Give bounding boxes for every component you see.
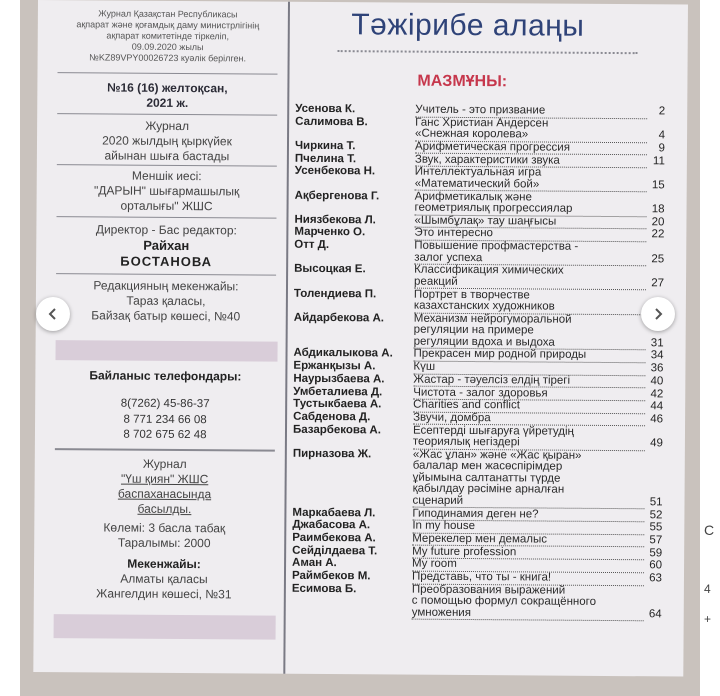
phone-list [55,396,275,444]
director-block [56,222,276,271]
registration-note [58,8,278,65]
toc-page-number: 36 [650,362,664,375]
owner-block [57,168,277,215]
carousel-photo [20,0,700,696]
director-label: Директор - Бас редактор: [95,222,237,238]
toc-author [295,104,413,116]
toc-page-number: 57 [649,534,663,547]
next-slide-button[interactable] [641,297,675,331]
toc-author [294,264,412,276]
section-title: Тәжірибе алаңы [351,8,585,43]
address-line: Байзақ батыр көшесі, №40 [91,308,241,324]
toc-entry [293,424,663,450]
toc-title-line: залог успеха [414,251,483,264]
chevron-right-icon [651,307,665,321]
owner-line: "ДАРЫН" шығармашылық [93,183,240,199]
toc-page-number: 44 [650,400,664,413]
toc-title-line: Представь, что ты - книга! [411,570,552,584]
address-line: Тараз қаласы, [126,293,206,309]
toc-title-line: қабылдау рәсіміне арналған [412,482,565,496]
toc-author-line: Ақбергенова Г. [294,189,380,202]
toc-entry [295,166,665,192]
toc-page-number: 60 [649,559,663,572]
toc-title [414,265,646,291]
print-house-block [54,456,274,518]
toc-author-line: Ниязбекова Л. [294,213,376,227]
toc-author [294,240,412,252]
toc-title-line: «Шымбұлақ» тау шаңғысы [414,214,557,228]
toc-author-line: Маркабаева Л. [292,506,376,519]
toc-author [293,412,411,424]
toc-author-line: Ержанқызы А. [293,359,376,373]
toc-title-line: теориялық негіздері [412,435,520,449]
toc-title-line: Классификация химических [414,263,564,277]
toc-page-number: 49 [650,437,663,450]
phone-number: 8 702 675 62 48 [123,428,207,442]
founded-note [57,118,277,165]
toc-title-line: Арифметическая прогрессия [414,140,570,154]
toc-page-number: 42 [650,387,664,400]
registration-line: Журнал Қазақстан Республикасы [98,8,238,20]
toc-title [413,425,645,451]
toc-author-line: Чиркина Т. [294,139,356,153]
issue-line: №16 (16) желтоқсан, [107,80,228,96]
toc-author [292,507,410,519]
toc-author [294,227,412,239]
toc-author-line: Толендиева П. [293,287,377,300]
toc-page-number: 15 [651,179,665,192]
toc-author [294,312,412,324]
toc-title [412,584,644,621]
toc-author-line: Наурызбаева А. [293,372,385,386]
toc-entry [294,288,664,314]
toc-title [414,313,646,350]
toc-page-number: 34 [650,349,664,362]
print-stats [54,520,274,552]
toc-author-line: Аман А. [292,557,337,570]
toc-page-number: 55 [649,521,663,534]
toc-title-line: Преобразования выражений [411,583,566,597]
divider-line [56,216,276,219]
toc-author [292,533,410,545]
decorative-bar [55,340,277,362]
toc-title-line: Арифметикалық және [414,190,532,203]
toc-title-line: балалар мен жасөспірімдер [412,459,563,473]
toc-author-line: Высоцкая Е. [294,263,366,276]
print-address-line: Алматы қаласы [120,571,208,587]
phone-number: 8(7262) 45-86-37 [120,397,210,411]
toc-title-line: In my house [412,519,476,533]
toc-page-number: 46 [650,413,664,426]
toc-author [295,190,413,202]
toc-title-line: Charities and conflict [413,398,520,412]
director-name: Райхан [143,237,190,254]
chevron-left-icon [46,307,60,321]
toc-author [292,583,410,595]
toc-title-line: My room [412,557,457,571]
toc-title-line: Звучи, домбра [413,411,491,425]
toc-page-number: 9 [658,142,666,155]
toc-title-line: Мерекелер мен демалыс [412,532,548,546]
toc-author [293,449,411,461]
volume-text: Көлемі: 3 басла табақ [103,520,226,536]
toc-entry [292,583,662,620]
toc-entry [294,227,664,241]
toc-author-line: Сабденова Д. [293,410,371,424]
toc-title-line: Гиподинамия деген не? [412,507,539,521]
toc-author [293,374,411,386]
toc-title-line: регуляции на примере [413,323,534,337]
toc-author [295,116,413,128]
divider-line [56,273,276,276]
toc-title-line: Ганс Христиан Андерсен [415,116,549,130]
toc-page-number: 4 [658,129,666,142]
toc-entry [292,449,662,509]
toc-title [414,289,646,315]
toc-page-number: 40 [650,375,664,388]
toc-author [293,399,411,411]
toc-title-line: «Жас ұлан» және «Жас қыран» [412,448,582,462]
toc-author-line: Усенбекова Н. [294,165,376,178]
sidebar-glyph: 4 [704,582,711,596]
toc-page-number: 25 [651,252,665,265]
toc-author-line: Джабасова А. [292,518,371,532]
toc-title-line: Учитель - это призвание [415,103,546,117]
toc-author [292,545,410,557]
toc-page-number: 2 [658,105,666,118]
registration-line: №KZ89VPY00026723 куәлік берілген. [89,52,247,64]
toc-title-line: Это интересно [414,227,494,240]
toc-entry [295,190,665,216]
phone-number: 8 771 234 66 08 [123,413,207,426]
director-surname: БОСТАНОВА [120,253,213,270]
toc-page-number: 31 [650,336,664,350]
toc-title-line: Прекрасен мир родной природы [413,348,587,362]
toc-entry [295,116,665,142]
toc-author [292,571,410,583]
toc-author [294,214,412,226]
toc-title-line: реакций [414,275,458,288]
print-house-line: баспаханасында [117,486,212,502]
toc-title [414,241,646,267]
divider-line [57,113,277,116]
toc-author [292,520,410,532]
registration-line: ақпарат комитетінде тіркеліп, [106,30,230,42]
column-divider [283,2,290,674]
toc-author-line: Пирназова Ж. [292,447,372,461]
toc-author-line: Раймбеков М. [291,569,371,583]
previous-slide-button[interactable] [36,297,70,331]
toc-title-line: с помощью формул сокращённого [411,594,597,609]
toc-title-line: Жастар - тәуелсіз елдің тірегі [413,373,571,387]
toc-author [295,153,413,165]
toc-author [294,288,412,300]
toc-title-line: ұйымына салтанатты түрде [412,471,561,485]
toc-page-number: 63 [649,572,663,585]
magazine-page [33,0,688,677]
toc-author [295,166,413,178]
print-house-line: басылды. [137,501,192,517]
print-address-label: Мекенжайы: [127,556,201,572]
toc-title-line: My future profession [412,545,517,558]
toc-title [415,167,647,193]
toc-page-number: 11 [652,154,665,167]
print-address-line: Жангелдин көшесі, №31 [96,586,232,602]
toc-title-line: умножения [411,606,472,619]
toc-author-line: Умбеталиева Д. [293,385,383,398]
toc-page-number: 20 [651,215,665,229]
toc-author-line: Усенова К. [295,102,356,116]
toc-title-line: Интеллектуальная игра [414,165,542,179]
toc-author-line: Тустыкбаева А. [293,397,382,411]
address-label: Редакцияның мекенжайы: [93,278,239,294]
toc-title-line: Механизм нейрогуморальной [413,312,572,326]
registration-line: ақпарат және қоғамдық даму министрлігінің [76,19,260,31]
toc-page-number: 18 [651,203,665,216]
phones-label: Байланыс телефондары: [89,368,242,384]
toc-author [293,348,411,360]
toc-page-number: 64 [648,607,662,621]
toc-title [415,191,647,217]
toc-author [292,558,410,570]
toc-title-line: регуляции вдоха и выдоха [413,335,555,349]
issue-line: 2021 ж. [146,95,189,111]
toc-page-number: 52 [649,508,663,521]
title-underline [338,50,638,54]
toc-page-number: 22 [651,228,665,241]
circulation-text: Таралымы: 2000 [117,535,211,551]
toc-entry [294,264,664,290]
issue-number [57,80,277,112]
sidebar-glyph: + [704,612,712,626]
divider-line [55,448,275,452]
toc-author-line: Раимбекова А. [292,531,376,545]
founded-line: 2020 жылдың қыркүйек [102,133,232,149]
founded-line: Журнал [145,118,190,134]
owner-label: Меншік иесі: [131,168,202,184]
divider-line [57,164,277,167]
print-address-block [54,556,274,603]
founded-line: айынан шыға бастады [104,148,230,164]
toc-title-line: «Математический бой» [414,177,540,191]
toc-title-line: сценарий [412,494,464,507]
sidebar-glyph: C [704,522,715,538]
toc-title-line: Есептерді шығаруға үйретудің [412,424,574,438]
toc-author-line: Марченко О. [294,226,366,239]
toc-title-line: казахстанских художников [413,299,555,313]
toc-author [293,386,411,398]
table-of-contents [291,102,675,621]
toc-author-line: Салимова В. [295,115,368,128]
print-house-line: "Үш қиян" ЖШС [120,471,209,487]
toc-author [293,361,411,373]
toc-entry [294,240,664,266]
toc-title-line: Портрет в творчестве [413,288,530,301]
editorial-address [56,278,276,325]
contents-label: МАЗМҰНЫ: [417,72,508,91]
toc-page-number: 59 [649,546,663,559]
toc-title-line: геометриялық прогрессиялар [414,201,573,215]
toc-author-line: Пчелина Т. [294,152,357,165]
toc-page-number: 27 [651,277,665,290]
toc-author-line: Отт Д. [294,238,330,252]
toc-entry [292,545,662,559]
toc-title-line: Повышение профмастерства - [414,239,579,253]
toc-title [415,117,647,143]
divider-line [57,72,277,75]
toc-author-line: Абдикалыкова А. [293,347,393,360]
toc-author [293,424,411,436]
imprint-column [33,0,276,674]
toc-page-number: 51 [649,496,663,509]
toc-title-line: «Снежная королева» [415,127,529,141]
toc-author-line: Сейділдаева Т. [292,544,378,557]
toc-title-line: Чистота - залог здоровья [413,386,548,400]
toc-author [295,141,413,153]
toc-title-line: Күш [413,360,436,373]
owner-line: орталығы" ЖШС [120,198,213,214]
toc-entry [294,312,664,349]
toc-author-line: Айдарбекова А. [293,311,385,325]
decorative-bar [54,614,276,640]
toc-author-line: Есимова Б. [291,582,357,595]
toc-author-line: Базарбекова А. [292,423,381,436]
toc-title-line: Звук, характеристики звука [414,153,560,167]
registration-line: 09.09.2020 жылы [131,41,204,53]
toc-title [412,449,644,509]
print-label: Журнал [142,456,187,472]
